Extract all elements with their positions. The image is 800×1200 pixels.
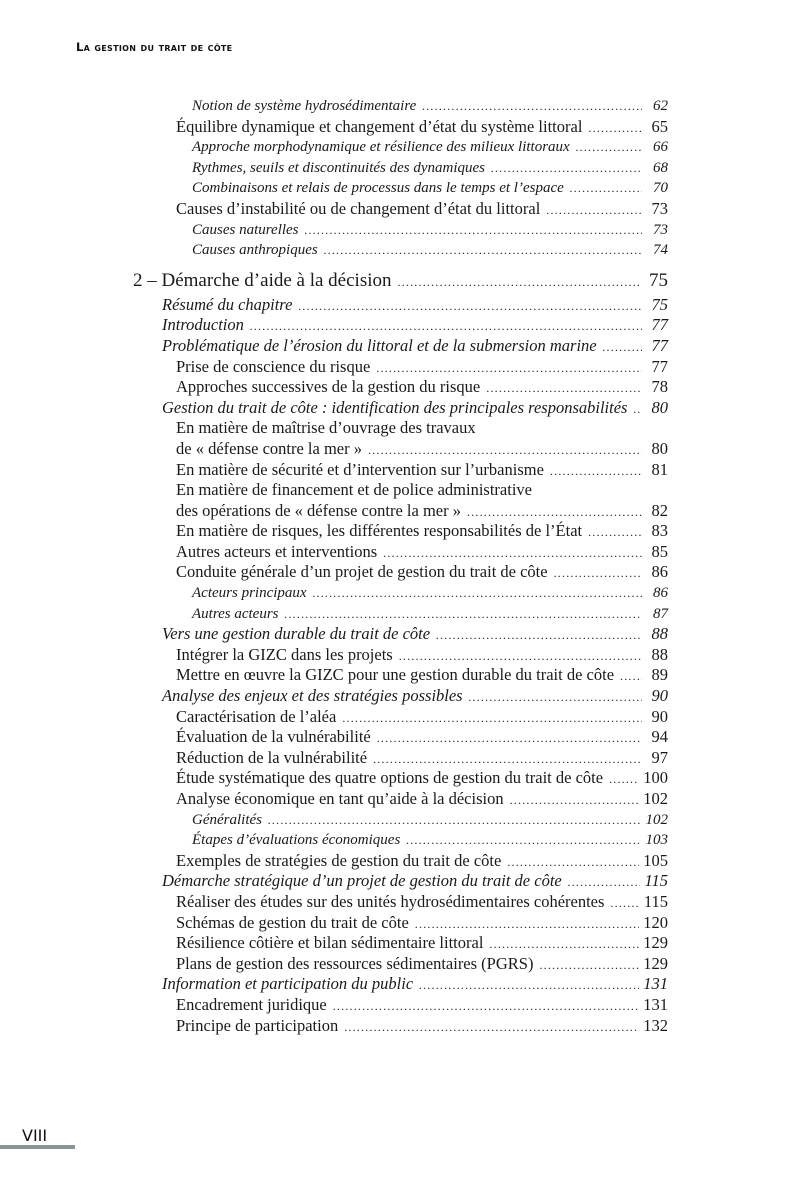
toc-page-number: 115	[644, 871, 668, 891]
toc-entry-first-line	[0, 418, 800, 439]
toc-entry[interactable]	[0, 542, 800, 563]
toc-entry-label: Introduction	[162, 315, 244, 335]
toc-entry[interactable]	[0, 707, 800, 728]
toc-entry-label: Exemples de stratégies de gestion du trait de côte	[176, 850, 502, 870]
toc-entry-label: Équilibre dynamique et changement d’état du système littoral	[176, 116, 583, 136]
toc-page-number: 132	[643, 1015, 668, 1035]
toc-entry[interactable]	[0, 624, 800, 645]
toc-entry-label: Réduction de la vulnérabilité	[176, 747, 368, 767]
toc-entry-label: Généralités	[192, 811, 262, 828]
toc-entry[interactable]	[0, 954, 800, 975]
toc-page-number: 102	[645, 811, 668, 828]
toc-entry[interactable]	[0, 583, 800, 604]
toc-entry[interactable]	[0, 830, 800, 851]
toc-entry-label: Prise de conscience du risque	[176, 356, 371, 376]
toc-page-number: 75	[649, 269, 668, 291]
toc-entry[interactable]	[0, 439, 800, 460]
dot-leader	[539, 955, 639, 976]
dot-leader	[415, 914, 639, 935]
dot-leader	[550, 461, 642, 482]
dot-leader	[469, 687, 642, 708]
toc-entry[interactable]	[0, 357, 800, 378]
dot-leader	[373, 749, 642, 770]
dot-leader	[333, 996, 640, 1017]
toc-entry-label: En matière de sécurité et d’intervention sur l’urbanisme	[176, 459, 544, 479]
toc-entry[interactable]	[0, 933, 800, 954]
toc-entry-label: Approches successives de la gestion du risque	[176, 377, 481, 397]
toc-entry-label: Notion de système hydrosédimentaire	[192, 98, 417, 114]
toc-entry-label: Autres acteurs et interventions	[176, 541, 378, 561]
toc-page-number: 103	[645, 832, 668, 849]
dot-leader	[609, 769, 639, 790]
toc-page-number: 62	[653, 98, 668, 114]
toc-entry-label: Réaliser des études sur des unités hydrosédimentaires cohérentes	[176, 891, 605, 911]
toc-page-number: 131	[643, 974, 668, 994]
toc-entry[interactable]	[0, 336, 800, 357]
dot-leader	[324, 240, 642, 261]
toc-entry[interactable]	[0, 789, 800, 810]
toc-entry[interactable]	[0, 645, 800, 666]
toc-entry-label: Résilience côtière et bilan sédimentaire littoral	[176, 933, 484, 953]
table-of-contents	[0, 96, 800, 1036]
toc-entry-label: 2 – Démarche d’aide à la décision	[133, 269, 392, 291]
toc-entry[interactable]	[0, 974, 800, 995]
toc-entry[interactable]	[0, 995, 800, 1016]
toc-entry-label: Causes anthropiques	[192, 242, 318, 259]
toc-page-number: 82	[651, 500, 668, 520]
toc-entry-label: Analyse des enjeux et des stratégies possibles	[162, 686, 463, 706]
dot-leader	[603, 337, 642, 358]
toc-page-number: 81	[651, 459, 668, 479]
dot-leader	[376, 358, 642, 379]
toc-entry-label: Démarche stratégique d’un projet de gestion du trait de côte	[162, 871, 562, 891]
toc-entry-label: Approche morphodynamique et résilience des milieux littoraux	[192, 139, 570, 156]
dot-leader	[570, 178, 642, 199]
toc-entry-label: Vers une gestion durable du trait de côte	[162, 624, 431, 644]
toc-page-number: 77	[651, 315, 668, 335]
toc-entry[interactable]	[0, 604, 800, 625]
dot-leader	[268, 810, 642, 831]
toc-page-number: 90	[651, 706, 668, 726]
toc-entry-label: de « défense contre la mer »	[176, 438, 362, 458]
toc-entry[interactable]	[0, 748, 800, 769]
dot-leader	[510, 790, 640, 811]
dot-leader	[406, 830, 641, 851]
toc-page-number: 131	[643, 994, 668, 1014]
toc-entry-label: Autres acteurs	[192, 605, 279, 622]
dot-leader	[467, 502, 642, 523]
dot-leader	[313, 583, 642, 604]
toc-entry[interactable]	[0, 96, 800, 117]
toc-entry[interactable]	[0, 398, 800, 419]
dot-leader	[554, 563, 642, 584]
toc-page-number: 88	[651, 644, 668, 664]
toc-entry[interactable]	[0, 1016, 800, 1037]
toc-entry[interactable]	[0, 768, 800, 789]
toc-entry[interactable]	[0, 501, 800, 522]
toc-page-number: 65	[651, 116, 668, 136]
toc-entry[interactable]	[0, 913, 800, 934]
toc-page-number: 115	[643, 891, 668, 911]
toc-page-number: 120	[643, 912, 668, 932]
dot-leader	[568, 872, 641, 893]
toc-page-number: 77	[651, 356, 668, 376]
toc-page-number: 102	[643, 789, 668, 808]
toc-page-number: 68	[653, 159, 668, 176]
toc-entry[interactable]	[0, 158, 800, 179]
dot-leader	[507, 852, 639, 873]
running-head: La gestion du trait de côte	[76, 40, 233, 54]
toc-entry-label: Rythmes, seuils et discontinuités des dynamiques	[192, 159, 486, 176]
toc-entry-label: Combinaisons et relais de processus dans le temps et l’espace	[192, 180, 564, 197]
toc-entry[interactable]	[0, 295, 800, 316]
toc-entry-label: Problématique de l’érosion du littoral et de la submersion marine	[162, 335, 597, 355]
dot-leader	[298, 296, 642, 317]
toc-page-number: 85	[651, 541, 668, 561]
toc-page-number: 75	[651, 294, 668, 314]
dot-leader	[398, 268, 643, 296]
dot-leader	[610, 893, 639, 914]
toc-entry[interactable]	[0, 892, 800, 913]
toc-page-number: 90	[651, 686, 668, 706]
toc-entry[interactable]	[0, 686, 800, 707]
toc-entry-first-line	[0, 480, 800, 501]
toc-entry-label: Étude systématique des quatre options de gestion du trait de côte	[176, 768, 604, 788]
toc-entry[interactable]	[0, 871, 800, 892]
dot-leader	[491, 158, 642, 179]
toc-entry-label: Information et participation du public	[162, 974, 414, 994]
toc-entry-label: En matière de financement et de police administrative	[176, 480, 532, 500]
toc-entry-label: Gestion du trait de côte : identification des principales responsabilités	[162, 397, 628, 417]
toc-page-number: 88	[651, 624, 668, 644]
toc-entry-label: Étapes d’évaluations économiques	[192, 832, 401, 849]
toc-page-number: 105	[643, 850, 668, 870]
toc-entry[interactable]	[0, 727, 800, 748]
toc-entry-label: Mettre en œuvre la GIZC pour une gestion durable du trait de côte	[176, 665, 615, 685]
toc-entry[interactable]	[0, 137, 800, 158]
toc-entry-label: Conduite générale d’un projet de gestion du trait de côte	[176, 562, 548, 582]
dot-leader	[342, 708, 642, 729]
toc-entry-label: En matière de maîtrise d’ouvrage des travaux	[176, 418, 476, 438]
dot-leader	[419, 975, 639, 996]
toc-page-number: 70	[653, 180, 668, 197]
toc-page-number: 97	[651, 747, 668, 767]
toc-page-number: 83	[651, 521, 668, 541]
toc-entry[interactable]	[0, 315, 800, 336]
toc-entry[interactable]	[0, 562, 800, 583]
toc-entry[interactable]	[0, 460, 800, 481]
footer-rule	[0, 1145, 75, 1149]
toc-page-number: 80	[651, 438, 668, 458]
toc-entry[interactable]	[0, 521, 800, 542]
dot-leader	[250, 316, 642, 337]
toc-entry-label: Schémas de gestion du trait de côte	[176, 912, 409, 932]
toc-entry-label: Acteurs principaux	[192, 585, 307, 602]
toc-page-number: 86	[651, 562, 668, 582]
toc-entry-label: Caractérisation de l’aléa	[176, 706, 337, 726]
toc-entry[interactable]	[0, 377, 800, 398]
toc-entry-label: Encadrement juridique	[176, 994, 327, 1014]
toc-entry-label: Plans de gestion des ressources sédimentaires (PGRS)	[176, 953, 534, 973]
dot-leader	[620, 666, 642, 687]
dot-leader	[588, 118, 642, 139]
dot-leader	[489, 934, 639, 955]
dot-leader	[399, 646, 642, 667]
dot-leader	[422, 96, 642, 117]
toc-page-number: 89	[651, 665, 668, 685]
toc-page-number: 78	[651, 377, 668, 397]
toc-entry[interactable]	[0, 199, 800, 220]
dot-leader	[377, 728, 642, 749]
dot-leader	[383, 543, 642, 564]
toc-page-number: 66	[653, 139, 668, 156]
toc-page-number: 86	[653, 585, 668, 602]
toc-page-number: 94	[651, 727, 668, 747]
toc-entry[interactable]	[0, 240, 800, 261]
dot-leader	[546, 200, 642, 221]
dot-leader	[285, 604, 642, 625]
toc-entry-label: En matière de risques, les différentes responsabilités de l’État	[176, 521, 583, 541]
toc-chapter-entry[interactable]	[0, 267, 800, 295]
toc-entry-label: des opérations de « défense contre la mer »	[176, 500, 461, 520]
dot-leader	[576, 137, 642, 158]
toc-entry-label: Causes naturelles	[192, 221, 299, 238]
toc-entry[interactable]	[0, 810, 800, 831]
toc-page-number: 77	[651, 335, 668, 355]
toc-entry[interactable]	[0, 665, 800, 686]
toc-page-number: 129	[643, 933, 668, 953]
toc-page-number: 129	[643, 953, 668, 973]
toc-page-number: 74	[653, 242, 668, 259]
toc-entry[interactable]	[0, 220, 800, 241]
toc-entry-label: Évaluation de la vulnérabilité	[176, 727, 371, 747]
toc-page-number: 100	[643, 768, 668, 788]
dot-leader	[633, 399, 642, 420]
toc-entry-label: Analyse économique en tant qu’aide à la décision	[176, 789, 504, 808]
dot-leader	[486, 378, 642, 399]
toc-page-number: 73	[651, 198, 668, 218]
dot-leader	[344, 1017, 639, 1038]
toc-page-number: 87	[653, 605, 668, 622]
dot-leader	[588, 522, 642, 543]
page-folio: VIII	[22, 1126, 48, 1145]
toc-page-number: 80	[651, 397, 668, 417]
toc-entry-label: Résumé du chapitre	[162, 294, 293, 314]
toc-entry-label: Intégrer la GIZC dans les projets	[176, 644, 393, 664]
toc-entry[interactable]	[0, 178, 800, 199]
toc-entry-label: Causes d’instabilité ou de changement d’état du littoral	[176, 198, 541, 218]
dot-leader	[436, 625, 642, 646]
dot-leader	[368, 440, 642, 461]
toc-entry[interactable]	[0, 851, 800, 872]
toc-entry-label: Principe de participation	[176, 1015, 339, 1035]
toc-page-number: 73	[653, 221, 668, 238]
dot-leader	[305, 220, 642, 241]
toc-entry[interactable]	[0, 117, 800, 138]
